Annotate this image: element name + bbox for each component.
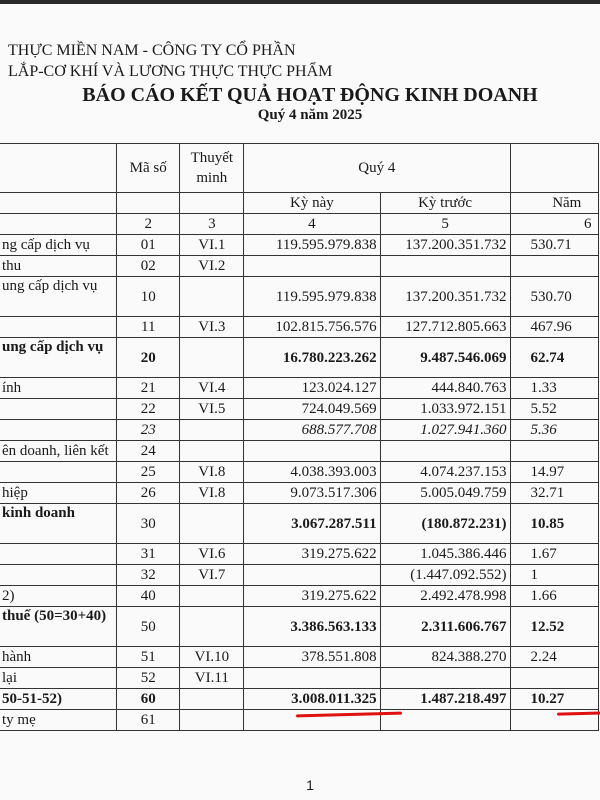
row-ky-truoc: 4.074.237.153 [380,462,510,483]
row-ky-nay: 102.815.756.576 [244,317,380,338]
row-ky-truoc [380,668,510,689]
row-ky-truoc [380,256,510,277]
row-ky-nay: 4.038.393.003 [244,462,380,483]
row-label: ty mẹ [0,710,116,731]
row-label [0,317,116,338]
row-nam: 530.70 [510,277,598,317]
row-ky-nay: 119.595.979.838 [244,235,380,256]
row-code: 32 [116,565,179,586]
header-label-cell [0,144,116,193]
table-row [0,647,599,668]
row-code: 25 [116,462,179,483]
row-nam: 1.33 [510,378,598,399]
row-code: 50 [116,607,179,647]
row-ky-truoc: 1.027.941.360 [380,420,510,441]
row-ky-truoc: 127.712.805.663 [380,317,510,338]
header-row [0,144,599,193]
row-code: 51 [116,647,179,668]
header-ky-truoc: Kỳ trước [380,193,510,214]
row-ky-nay [244,565,380,586]
header-quy4: Quý 4 [244,144,510,193]
row-code: 21 [116,378,179,399]
row-ky-nay: 688.577.708 [244,420,380,441]
row-note [180,504,244,544]
row-nam: 14.97 [510,462,598,483]
row-nam: 467.96 [510,317,598,338]
row-nam: 5.52 [510,399,598,420]
row-nam: 530.71 [510,235,598,256]
row-nam: 62.74 [510,338,598,378]
row-nam: 10.85 [510,504,598,544]
row-note: VI.4 [180,378,244,399]
row-nam: 1.67 [510,544,598,565]
row-ky-nay: 3.067.287.511 [244,504,380,544]
row-code: 52 [116,668,179,689]
row-note [180,586,244,607]
row-ky-truoc: 5.005.049.759 [380,483,510,504]
header-ma-so: Mã số [116,144,179,193]
row-note: VI.10 [180,647,244,668]
row-ky-nay [244,668,380,689]
subheader-empty [0,193,116,214]
row-label: 50-51-52) [0,689,116,710]
index-cell: 3 [180,214,244,235]
row-ky-truoc: 137.200.351.732 [380,277,510,317]
row-code: 60 [116,689,179,710]
row-ky-truoc [380,441,510,462]
row-note [180,338,244,378]
table-row [0,668,599,689]
report-period: Quý 4 năm 2025 [257,107,363,123]
company-line-1: THỰC MIỀN NAM - CÔNG TY CỔ PHẦN [8,42,296,59]
row-ky-nay: 123.024.127 [244,378,380,399]
row-note [180,441,244,462]
row-label: lại [0,668,116,689]
row-nam [510,441,598,462]
table-row [0,544,599,565]
row-nam: 2.24 [510,647,598,668]
table-row [0,338,599,378]
row-nam [510,256,598,277]
row-note [180,277,244,317]
row-code: 11 [116,317,179,338]
row-note: VI.8 [180,483,244,504]
row-ky-nay: 3.386.563.133 [244,607,380,647]
row-label [0,462,116,483]
row-code: 30 [116,504,179,544]
header-thuyet-minh: Thuyết minh [180,144,244,193]
row-note: VI.2 [180,256,244,277]
row-nam: 10.27 [510,689,598,710]
row-ky-nay: 724.049.569 [244,399,380,420]
table-row [0,483,599,504]
index-cell: 2 [116,214,179,235]
row-label [0,565,116,586]
row-note: VI.8 [180,462,244,483]
index-row [0,214,599,235]
row-code: 31 [116,544,179,565]
row-ky-nay: 319.275.622 [244,586,380,607]
subheader-row [0,193,599,214]
table-row [0,378,599,399]
row-note [180,689,244,710]
row-code: 40 [116,586,179,607]
row-note: VI.7 [180,565,244,586]
income-statement-table [0,143,599,731]
page-number: 1 [306,777,314,793]
row-nam: 1 [510,565,598,586]
row-code: 23 [116,420,179,441]
table-row [0,441,599,462]
table-row [0,317,599,338]
row-code: 24 [116,441,179,462]
index-cell [0,214,116,235]
table-row [0,256,599,277]
row-nam: 32.71 [510,483,598,504]
table-row [0,462,599,483]
row-note: VI.11 [180,668,244,689]
table-row [0,586,599,607]
row-label [0,544,116,565]
row-nam: 12.52 [510,607,598,647]
row-note: VI.6 [180,544,244,565]
row-label: thu [0,256,116,277]
index-cell: 6 [510,214,598,235]
row-ky-nay: 319.275.622 [244,544,380,565]
row-ky-nay: 3.008.011.325 [244,689,380,710]
row-ky-truoc: (180.872.231) [380,504,510,544]
row-label: ung cấp dịch vụ [0,338,116,378]
row-ky-truoc: 137.200.351.732 [380,235,510,256]
row-nam: 5.36 [510,420,598,441]
row-ky-truoc: 2.311.606.767 [380,607,510,647]
row-label: ính [0,378,116,399]
row-ky-truoc: 1.045.386.446 [380,544,510,565]
header-year-cell [510,144,598,193]
subheader-empty [180,193,244,214]
row-code: 22 [116,399,179,420]
row-ky-nay: 378.551.808 [244,647,380,668]
row-label: hành [0,647,116,668]
table-row [0,607,599,647]
table-row [0,420,599,441]
row-ky-truoc: 9.487.546.069 [380,338,510,378]
row-code: 20 [116,338,179,378]
row-ky-nay: 9.073.517.306 [244,483,380,504]
row-note: VI.3 [180,317,244,338]
row-label: 2) [0,586,116,607]
row-code: 26 [116,483,179,504]
row-nam [510,668,598,689]
table-row [0,710,599,731]
table-row [0,399,599,420]
index-cell: 5 [380,214,510,235]
row-note: VI.1 [180,235,244,256]
row-label: kinh doanh [0,504,116,544]
row-code: 02 [116,256,179,277]
report-title: BÁO CÁO KẾT QUẢ HOẠT ĐỘNG KINH DOANH [82,84,538,106]
row-label [0,420,116,441]
row-code: 10 [116,277,179,317]
row-code: 01 [116,235,179,256]
row-label [0,399,116,420]
company-line-2: LẮP-CƠ KHÍ VÀ LƯƠNG THỰC THỰC PHẨM [8,63,333,80]
row-label: ung cấp dịch vụ [0,277,116,317]
row-note [180,607,244,647]
row-label: hiệp [0,483,116,504]
header-ky-nay: Kỳ này [244,193,380,214]
row-ky-truoc: 1.033.972.151 [380,399,510,420]
table-row [0,277,599,317]
table-row [0,235,599,256]
table-row [0,504,599,544]
row-note [180,710,244,731]
row-label: ên doanh, liên kết [0,441,116,462]
row-note [180,420,244,441]
header-nam: Năm [510,193,598,214]
subheader-empty [116,193,179,214]
row-code: 61 [116,710,179,731]
index-cell: 4 [244,214,380,235]
row-ky-nay [244,256,380,277]
top-bar [0,0,600,4]
table-row [0,565,599,586]
row-ky-truoc: 824.388.270 [380,647,510,668]
row-ky-truoc: (1.447.092.552) [380,565,510,586]
row-label: thuế (50=30+40) [0,607,116,647]
row-ky-truoc: 2.492.478.998 [380,586,510,607]
table-row [0,689,599,710]
row-ky-nay: 119.595.979.838 [244,277,380,317]
row-nam: 1.66 [510,586,598,607]
row-ky-nay: 16.780.223.262 [244,338,380,378]
row-ky-truoc: 444.840.763 [380,378,510,399]
row-ky-nay [244,441,380,462]
row-label: ng cấp dịch vụ [0,235,116,256]
row-note: VI.5 [180,399,244,420]
row-ky-truoc: 1.487.218.497 [380,689,510,710]
